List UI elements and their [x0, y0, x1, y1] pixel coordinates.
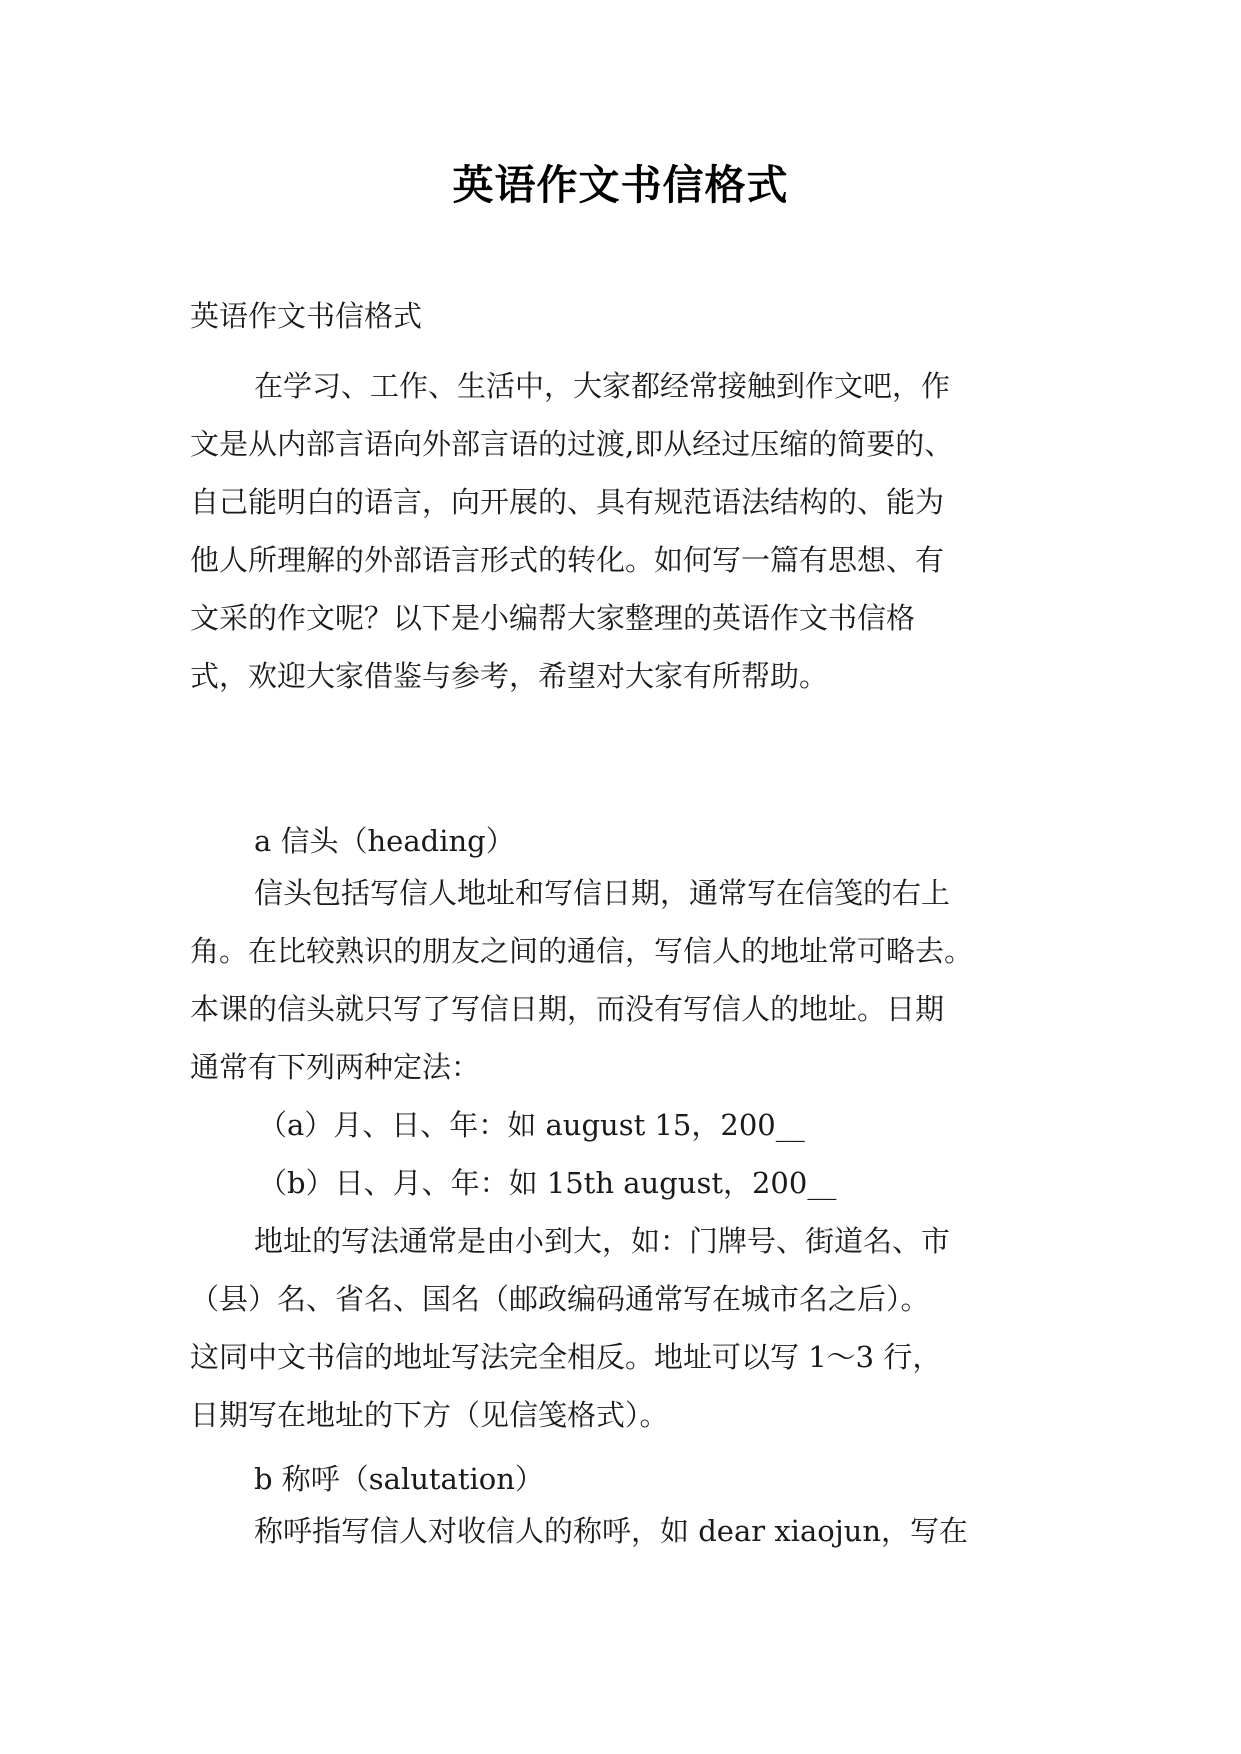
document-title: 英语作文书信格式 — [452, 161, 789, 209]
intro-line: 自己能明白的语言，向开展的、具有规范语法结构的、能为 — [190, 485, 945, 519]
address-line: （县）名、省名、国名（邮政编码通常写在城市名之后）。 — [190, 1282, 930, 1316]
address-line: 日期写在地址的下方（见信笺格式）。 — [190, 1398, 669, 1432]
section-b-paragraph — [190, 1502, 1050, 1560]
section-a-line: 角。在比较熟识的朋友之间的通信，写信人的地址常可略去。 — [190, 934, 974, 968]
address-line: 地址的写法通常是由小到大，如：门牌号、街道名、市 — [254, 1224, 951, 1258]
intro-paragraph — [190, 357, 1050, 705]
address-line: 这同中文书信的地址写法完全相反。地址可以写 1～3 行， — [190, 1340, 942, 1374]
section-a-paragraph — [190, 864, 1050, 1444]
intro-line: 他人所理解的外部语言形式的转化。如何写一篇有思想、有 — [190, 543, 945, 577]
intro-line: 文采的作文呢？以下是小编帮大家整理的英语作文书信格 — [190, 601, 916, 635]
date-format-a: （a）月、日、年：如 august 15，200__ — [258, 1108, 805, 1142]
date-format-b: （b）日、月、年：如 15th august，200__ — [258, 1166, 837, 1200]
section-b-line: 称呼指写信人对收信人的称呼，如 dear xiaojun，写在 — [254, 1514, 969, 1548]
section-a-line: 信头包括写信人地址和写信日期，通常写在信笺的右上 — [254, 876, 951, 910]
section-a-heading: a 信头（heading） — [254, 824, 515, 858]
intro-line: 在学习、工作、生活中，大家都经常接触到作文吧，作 — [254, 369, 951, 403]
section-a-line: 通常有下列两种定法： — [190, 1050, 481, 1084]
intro-line: 式，欢迎大家借鉴与参考，希望对大家有所帮助。 — [190, 659, 829, 693]
section-b-heading: b 称呼（salutation） — [254, 1462, 544, 1496]
section-a-line: 本课的信头就只写了写信日期，而没有写信人的地址。日期 — [190, 992, 945, 1026]
document-subtitle: 英语作文书信格式 — [190, 299, 423, 333]
intro-line: 文是从内部言语向外部言语的过渡,即从经过压缩的简要的、 — [190, 427, 954, 461]
